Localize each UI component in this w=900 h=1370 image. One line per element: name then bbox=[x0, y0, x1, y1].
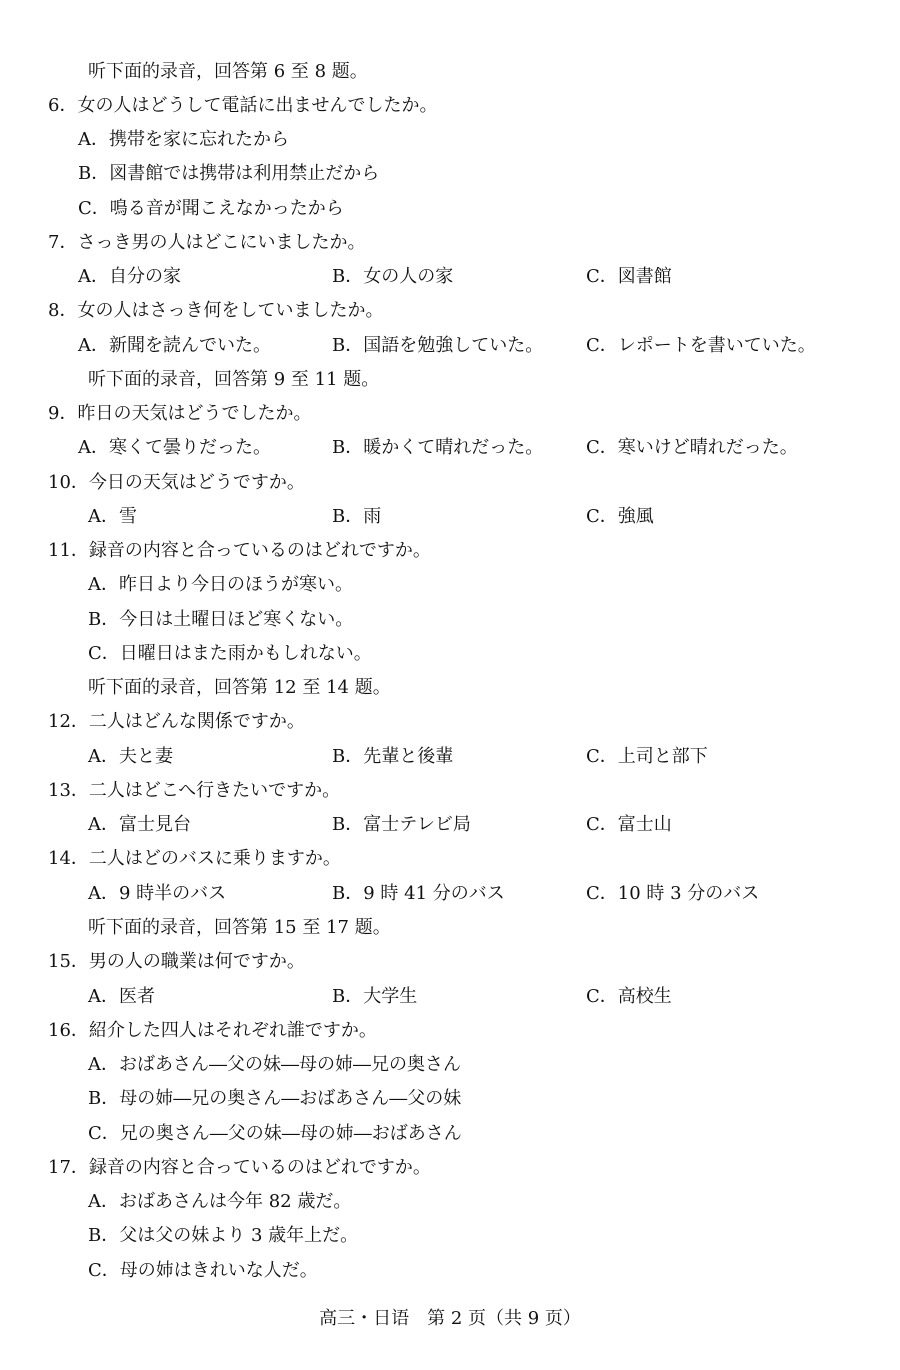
q14-option-b: B．9 時 41 分のバス bbox=[332, 883, 505, 904]
q8-option-a: A．新聞を読んでいた。 bbox=[78, 335, 271, 356]
q15-option-b: B．大学生 bbox=[332, 986, 418, 1007]
q17-option-b: B．父は父の妹より 3 歳年上だ。 bbox=[88, 1225, 359, 1246]
question-15: 15．男の人の職業は何ですか。 bbox=[48, 951, 305, 972]
q14-option-c: C．10 時 3 分のバス bbox=[586, 883, 760, 904]
q10-option-a: A．雪 bbox=[88, 506, 137, 527]
q7-option-b: B．女の人の家 bbox=[332, 266, 454, 287]
question-6: 6．女の人はどうして電話に出ませんでしたか。 bbox=[48, 95, 438, 116]
q7-option-c: C．図書館 bbox=[586, 266, 672, 287]
q11-option-c: C．日曜日はまた雨かもしれない。 bbox=[88, 643, 372, 664]
q14-option-a: A．9 時半のバス bbox=[88, 883, 227, 904]
question-7: 7．さっき男の人はどこにいましたか。 bbox=[48, 232, 366, 253]
q10-option-b: B．雨 bbox=[332, 506, 382, 527]
q17-option-a: A．おばあさんは今年 82 歳だ。 bbox=[88, 1191, 352, 1212]
q13-option-c: C．富士山 bbox=[586, 814, 672, 835]
q12-option-c: C．上司と部下 bbox=[586, 746, 708, 767]
q6-option-b: B．図書館では携帯は利用禁止だから bbox=[78, 163, 380, 184]
q16-option-b: B．母の姉―兄の奥さん―おばあさん―父の妹 bbox=[88, 1088, 462, 1109]
question-14: 14．二人はどのバスに乗りますか。 bbox=[48, 848, 341, 869]
q16-option-c: C．兄の奥さん―父の妹―母の姉―おばあさん bbox=[88, 1123, 462, 1144]
q6-option-a: A．携帯を家に忘れたから bbox=[78, 129, 289, 150]
question-12: 12．二人はどんな関係ですか。 bbox=[48, 711, 305, 732]
q7-option-a: A．自分の家 bbox=[78, 266, 181, 287]
question-10: 10．今日の天気はどうですか。 bbox=[48, 472, 305, 493]
question-16: 16．紹介した四人はそれぞれ誰ですか。 bbox=[48, 1020, 377, 1041]
q9-option-c: C．寒いけど晴れだった。 bbox=[586, 437, 798, 458]
q10-option-c: C．強風 bbox=[586, 506, 654, 527]
q12-option-b: B．先輩と後輩 bbox=[332, 746, 454, 767]
q11-option-a: A．昨日より今日のほうが寒い。 bbox=[88, 574, 353, 595]
q8-option-c: C．レポートを書いていた。 bbox=[586, 335, 816, 356]
q15-option-a: A．医者 bbox=[88, 986, 155, 1007]
q8-option-b: B．国語を勉強していた。 bbox=[332, 335, 544, 356]
q13-option-b: B．富士テレビ局 bbox=[332, 814, 471, 835]
q16-option-a: A．おばあさん―父の妹―母の姉―兄の奥さん bbox=[88, 1054, 461, 1075]
question-9: 9．昨日の天気はどうでしたか。 bbox=[48, 403, 312, 424]
q6-option-c: C．鳴る音が聞こえなかったから bbox=[78, 198, 344, 219]
q9-option-a: A．寒くて曇りだった。 bbox=[78, 437, 271, 458]
instruction-12-14: 听下面的录音，回答第 12 至 14 题。 bbox=[88, 677, 391, 698]
q15-option-c: C．高校生 bbox=[586, 986, 672, 1007]
page-footer: 高三・日语 第 2 页（共 9 页） bbox=[319, 1308, 581, 1329]
q12-option-a: A．夫と妻 bbox=[88, 746, 173, 767]
q17-option-c: C．母の姉はきれいな人だ。 bbox=[88, 1260, 318, 1281]
question-17: 17．録音の内容と合っているのはどれですか。 bbox=[48, 1157, 431, 1178]
question-13: 13．二人はどこへ行きたいですか。 bbox=[48, 780, 341, 801]
q13-option-a: A．富士見台 bbox=[88, 814, 191, 835]
instruction-15-17: 听下面的录音，回答第 15 至 17 题。 bbox=[88, 917, 391, 938]
q9-option-b: B．暖かくて晴れだった。 bbox=[332, 437, 544, 458]
q11-option-b: B．今日は土曜日ほど寒くない。 bbox=[88, 609, 354, 630]
instruction-9-11: 听下面的录音，回答第 9 至 11 题。 bbox=[88, 369, 380, 390]
question-11: 11．録音の内容と合っているのはどれですか。 bbox=[48, 540, 431, 561]
instruction-6-8: 听下面的录音，回答第 6 至 8 题。 bbox=[88, 61, 368, 82]
question-8: 8．女の人はさっき何をしていましたか。 bbox=[48, 300, 384, 321]
